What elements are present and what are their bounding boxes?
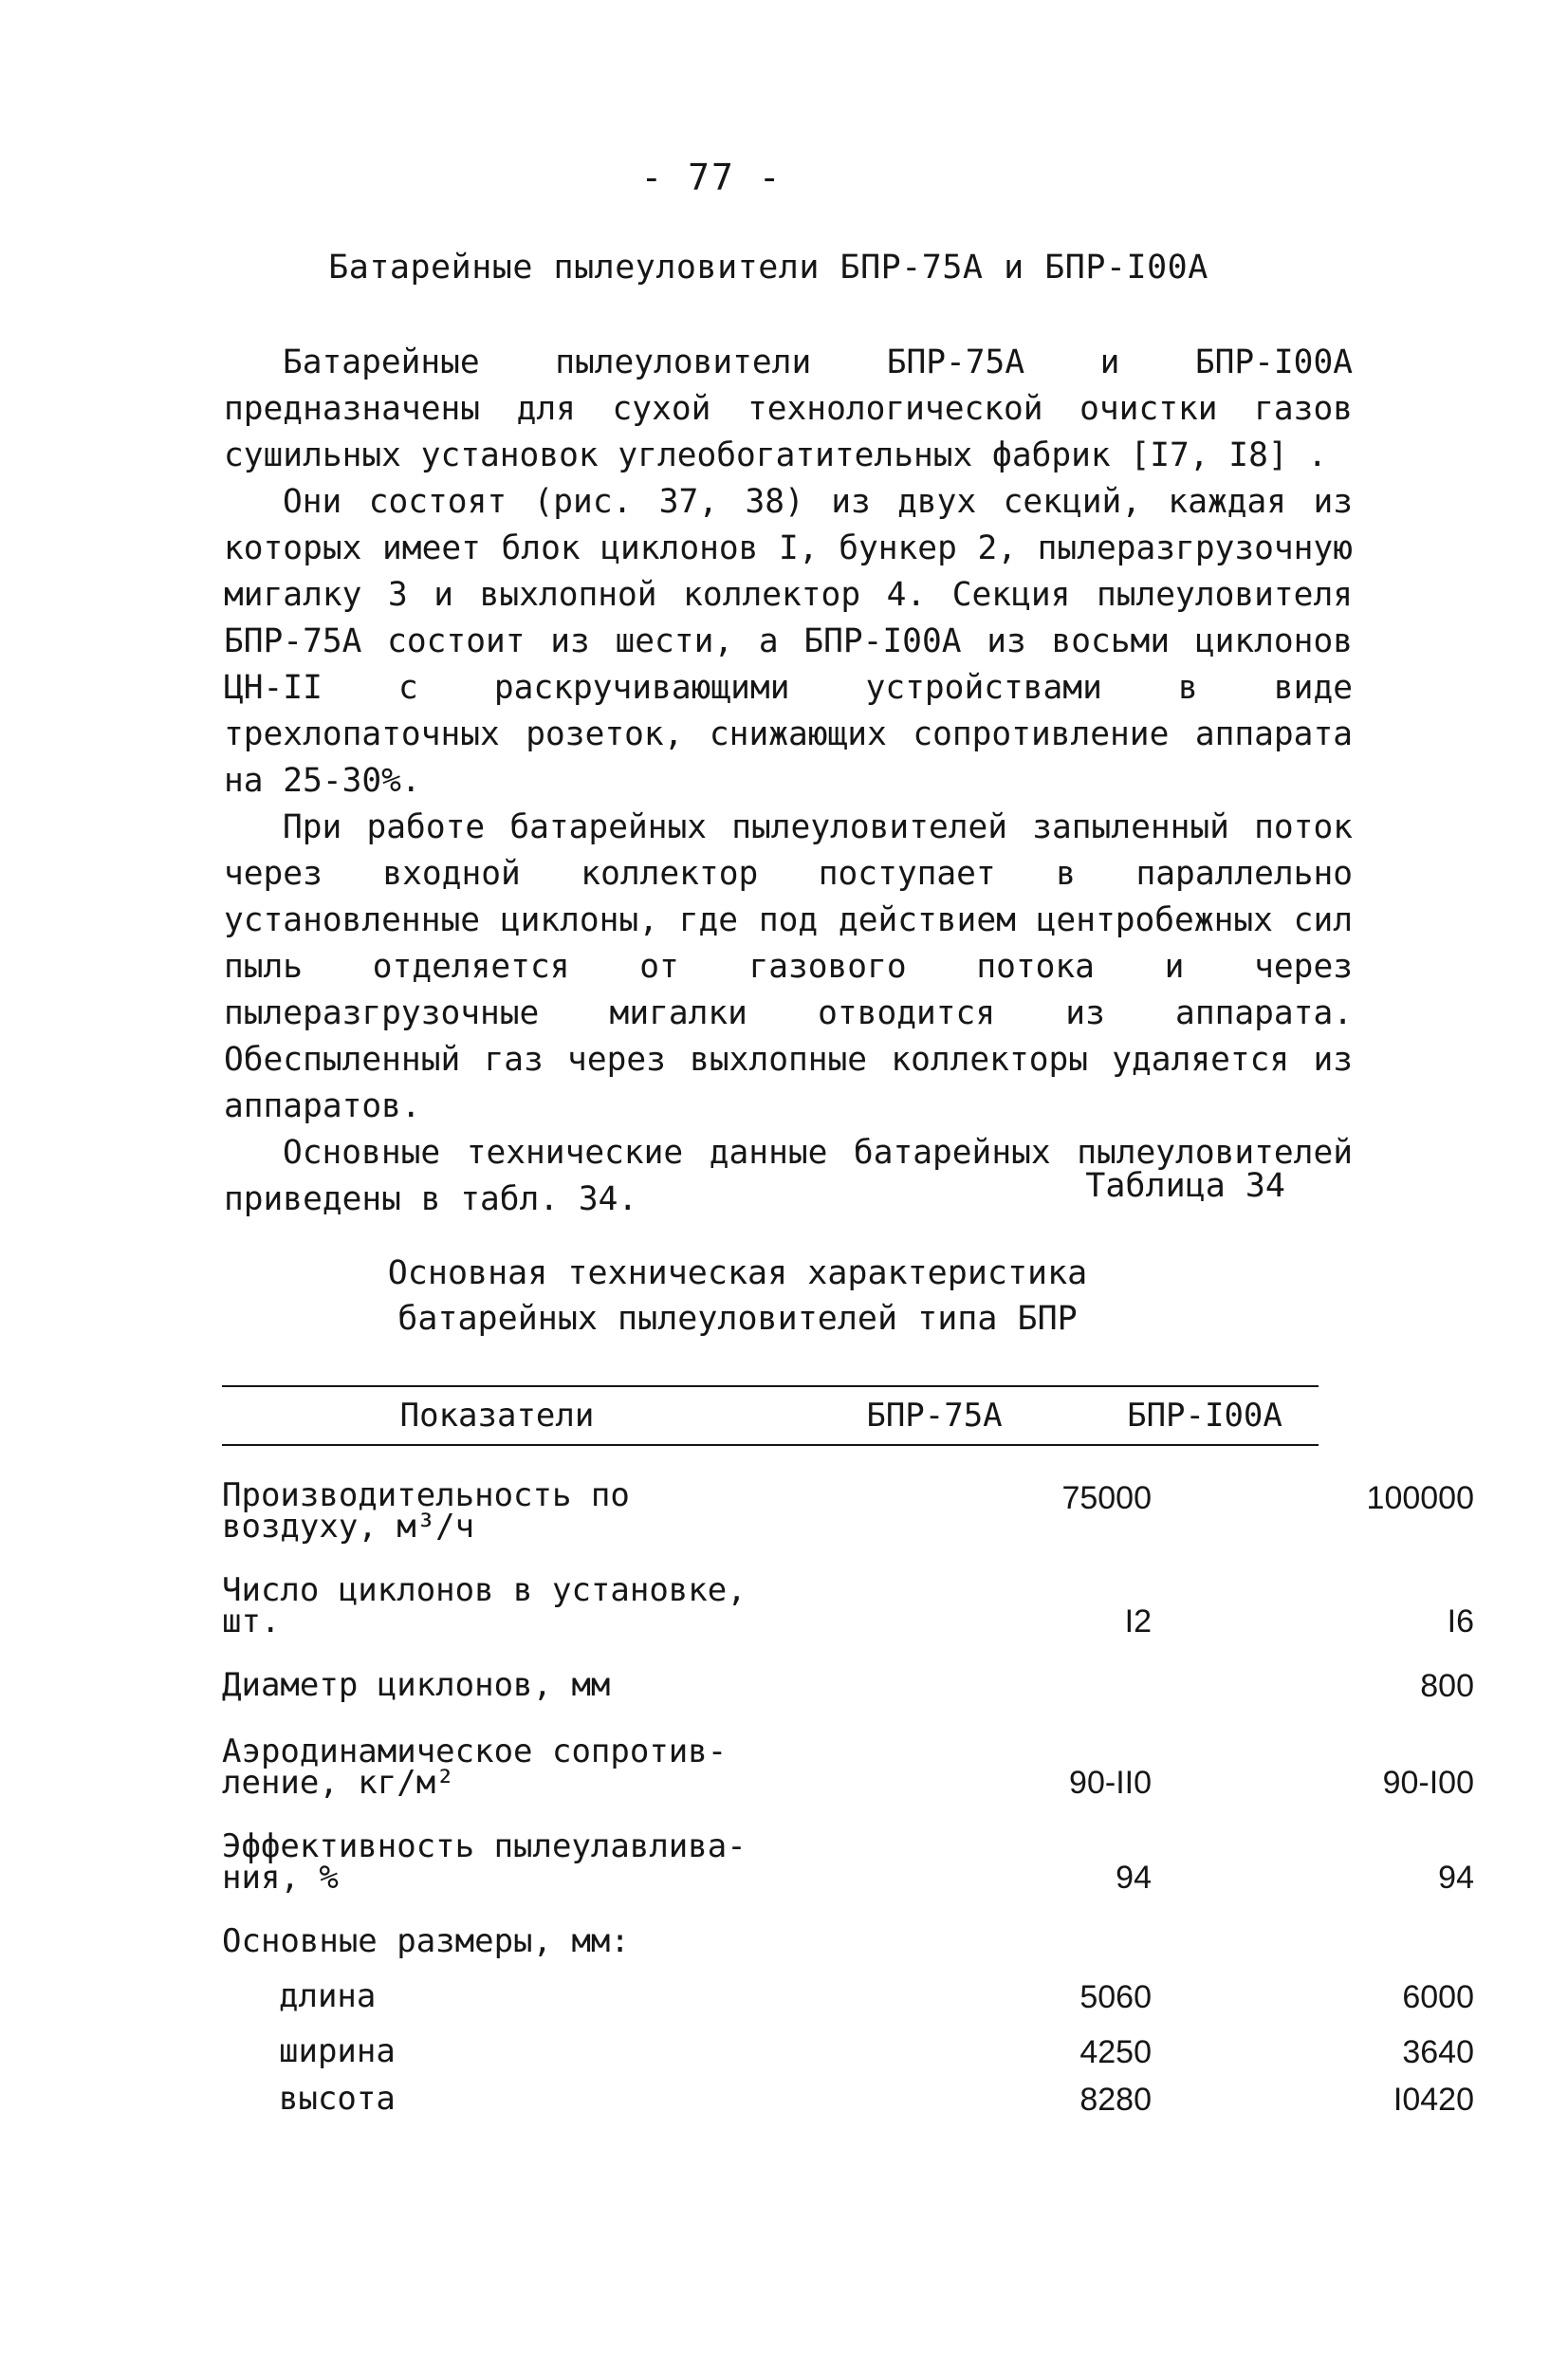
row-value-bpr100: I6	[1447, 1603, 1474, 1640]
page-number: - 77 -	[640, 157, 783, 198]
row-label	[222, 1666, 810, 1704]
paragraph: Они состоят (рис. 37, 38) из двух секций, каждая из которых имеет блок циклонов I, бункер 2, пылеразгрузочную мигалку 3 и выхлопной коллектор 4. Секция пылеуловителя БПР-75А состоит из шести, а БПР-I00А из восьми циклонов ЦН-II с раскручивающими устройствами в виде трехлопаточных розеток, снижающих сопротивление аппарата на 25-30%.	[224, 483, 1353, 800]
row-label	[279, 1977, 867, 2015]
row-label-line: Аэродинамическое сопротив-	[222, 1732, 728, 1770]
section-title: Батарейные пылеуловители БПР-75А и БПР-I00А	[328, 249, 1208, 287]
row-label-line: высота	[279, 2080, 396, 2118]
row-label	[222, 1476, 810, 1546]
row-value-bpr75: 5060	[1079, 1979, 1152, 2015]
paragraph: При работе батарейных пылеуловителей запыленный поток через входной коллектор поступает в параллельно установленные циклоны, где под действием центробежных сил пыль отделяется от газового потока и через пылеразгрузочные мигалки отводится из аппарата. Обеспыленный газ через выхлопные коллекторы удаляется из аппаратов.	[224, 808, 1353, 1125]
row-label-line: шт.	[222, 1603, 281, 1640]
row-value-bpr75: 4250	[1079, 2034, 1152, 2070]
row-value-bpr100: 800	[1420, 1668, 1474, 1704]
row-value-bpr100: 6000	[1402, 1979, 1474, 2015]
table-header-bpr75: БПР-75А	[866, 1397, 1003, 1435]
row-label	[222, 1827, 810, 1897]
row-value-bpr75: 8280	[1079, 2082, 1152, 2118]
table-header-rule	[222, 1444, 1319, 1446]
row-value-bpr100: 100000	[1366, 1480, 1474, 1516]
row-label-line: ширина	[279, 2032, 396, 2070]
table-caption	[0, 1251, 1475, 1342]
row-value-bpr100: 94	[1438, 1860, 1474, 1896]
row-label-line: ление, кг/м²	[222, 1764, 455, 1802]
table-top-rule	[222, 1385, 1319, 1387]
row-value-bpr100: I0420	[1393, 2082, 1474, 2118]
row-label-line: Диаметр циклонов, мм	[222, 1666, 611, 1704]
paragraph: Основные технические данные батарейных пылеуловителей приведены в табл. 34.	[224, 1134, 1353, 1218]
table-label: Таблица 34	[1085, 1167, 1285, 1205]
body-text	[224, 340, 1353, 1223]
row-value-bpr100: 3640	[1402, 2034, 1474, 2070]
row-value-bpr75: I2	[1124, 1603, 1152, 1640]
table-header-indicator: Показатели	[399, 1397, 595, 1435]
row-label-line: воздуху, м³/ч	[222, 1508, 475, 1546]
table-caption-line: батарейных пылеуловителей типа БПР	[397, 1300, 1078, 1338]
row-label-line: Эффективность пылеулавлива-	[222, 1827, 747, 1865]
row-label	[222, 1732, 810, 1802]
row-label	[222, 1922, 810, 1960]
row-label	[222, 1571, 810, 1640]
table-caption-line: Основная техническая характеристика	[387, 1254, 1088, 1292]
row-label-line: ния, %	[222, 1859, 339, 1897]
row-label-line: Основные размеры, мм:	[222, 1922, 630, 1960]
row-label	[279, 2032, 867, 2070]
row-value-bpr75: 94	[1116, 1860, 1152, 1896]
row-label	[279, 2080, 867, 2118]
row-label-line: Число циклонов в установке,	[222, 1571, 747, 1609]
row-label-line: Производительность по	[222, 1476, 630, 1514]
table-header-bpr100: БПР-I00А	[1127, 1397, 1282, 1435]
row-value-bpr100: 90-I00	[1382, 1765, 1474, 1801]
row-value-bpr75: 75000	[1061, 1480, 1152, 1516]
row-label-line: длина	[279, 1977, 377, 2015]
row-value-bpr75: 90-II0	[1069, 1765, 1152, 1801]
paragraph: Батарейные пылеуловители БПР-75А и БПР-I00А предназначены для сухой технологической очистки газов сушильных установок углеобогатительных фабрик [I7, I8] .	[224, 343, 1353, 474]
